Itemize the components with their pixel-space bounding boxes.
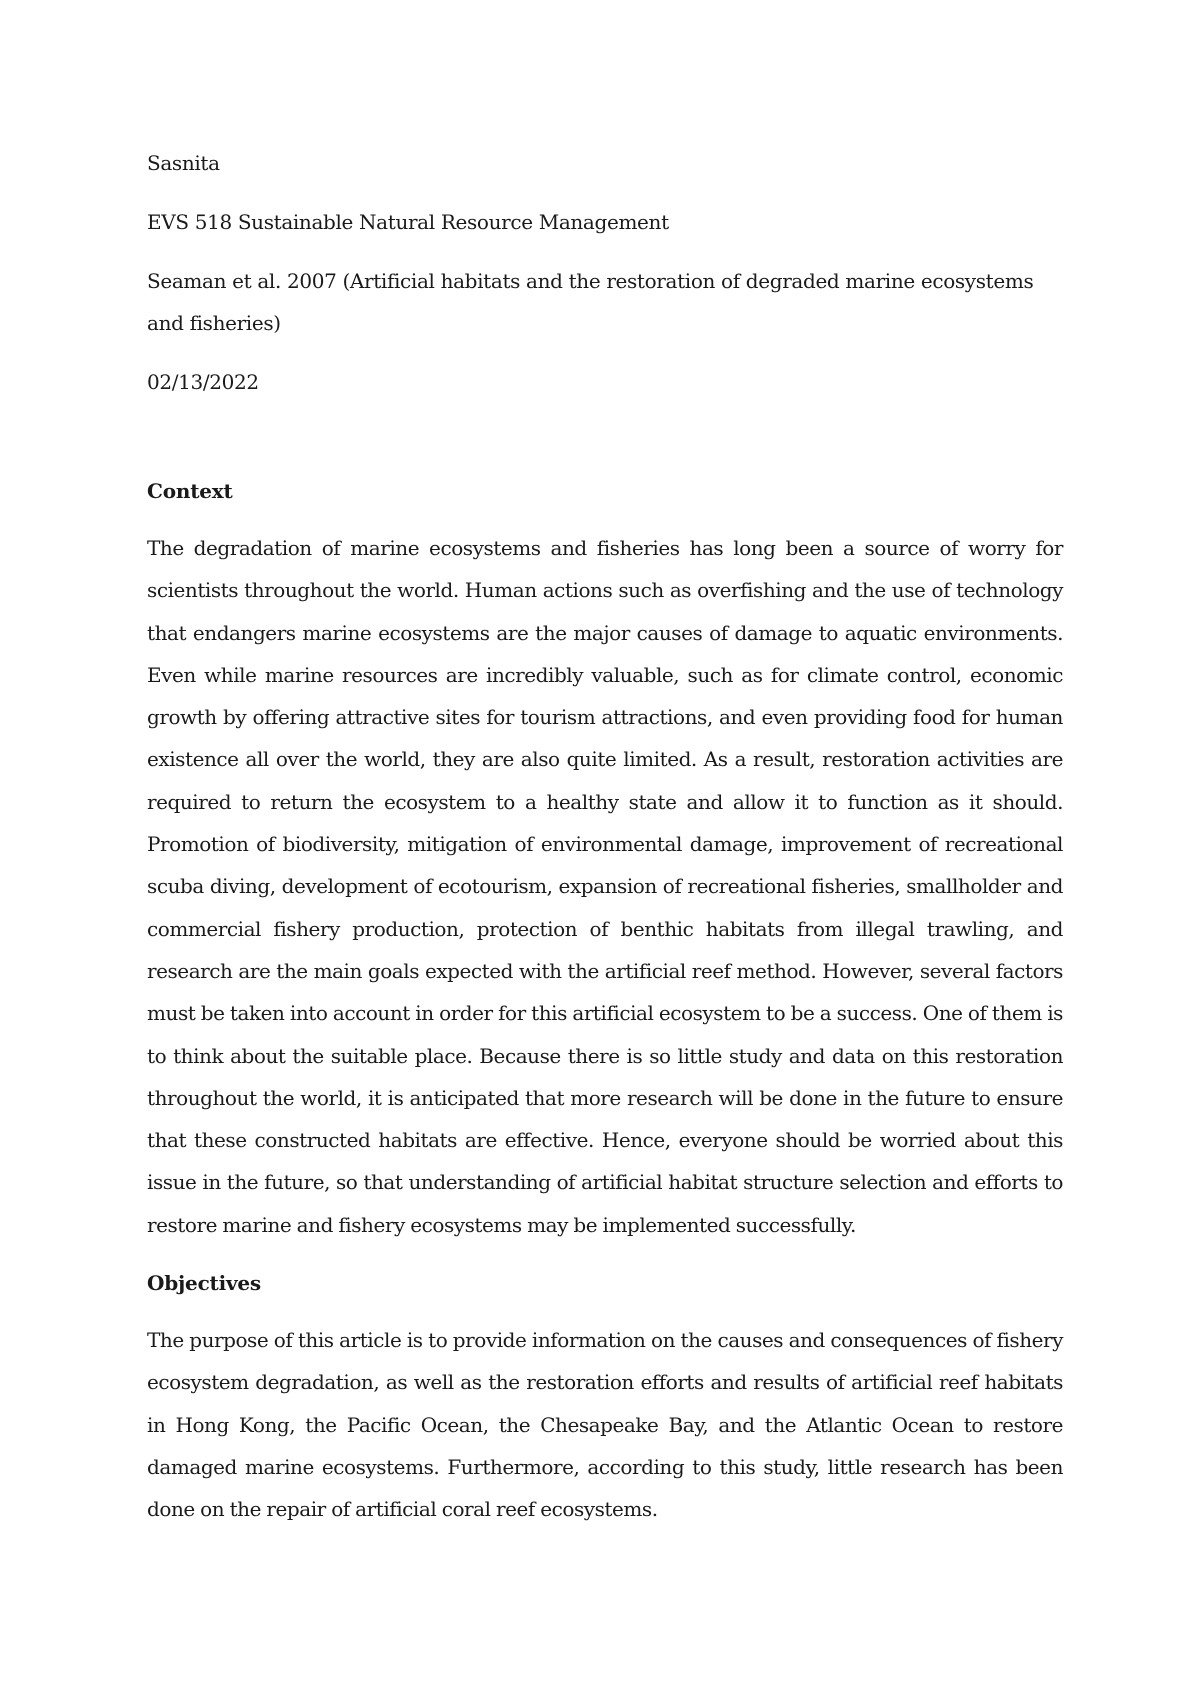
section-heading-context: Context [147, 479, 233, 503]
section-body-context: The degradation of marine ecosystems and fisheries has long been a source of worry for scientists throughout the world. Human actions such as overfishing and the use of technology that endangers marine ecosystems are the major causes of damage to aquatic environments. Even while marine resources are incredibly valuable, such as for climate control, economic growth by offering attractive sites for tourism attractions, and even providing food for human existence all over the world, they are also quite limited. As a result, restoration activities are required to return the ecosystem to a healthy state and allow it to function as it should. Promotion of biodiversity, mitigation of environmental damage, improvement of recreational scuba diving, development of ecotourism, expansion of recreational fisheries, smallholder and commercial fishery production, protection of benthic habitats from illegal trawling, and research are the main goals expected with the artificial reef method. However, several factors must be taken into account in order for this artificial ecosystem to be a success. One of them is to think about the suitable place. Because there is so little study and data on this restoration throughout the world, it is anticipated that more research will be done in the future to ensure that these constructed habitats are effective. Hence, everyone should be worried about this issue in the future, so that understanding of artificial habitat structure selection and efforts to restore marine and fishery ecosystems may be implemented successfully. [147, 536, 1063, 1237]
course-title: EVS 518 Sustainable Natural Resource Management [147, 210, 669, 234]
document-date: 02/13/2022 [147, 370, 259, 394]
author-name: Sasnita [147, 151, 220, 175]
document-content [147, 142, 1063, 1547]
article-reference: Seaman et al. 2007 (Artificial habitats and the restoration of degraded marine ecosystems and fisheries) [147, 269, 1034, 335]
section-heading-objectives: Objectives [147, 1271, 261, 1296]
header-spacer [147, 420, 1063, 470]
section-body-objectives: The purpose of this article is to provide information on the causes and consequences of fishery ecosystem degradation, as well as the restoration efforts and results of artificial reef habitats in Hong Kong, the Pacific Ocean, the Chesapeake Bay, and the Atlantic Ocean to restore damaged marine ecosystems. Furthermore, according to this study, little research has been done on the repair of artificial coral reef ecosystems. [147, 1328, 1063, 1522]
